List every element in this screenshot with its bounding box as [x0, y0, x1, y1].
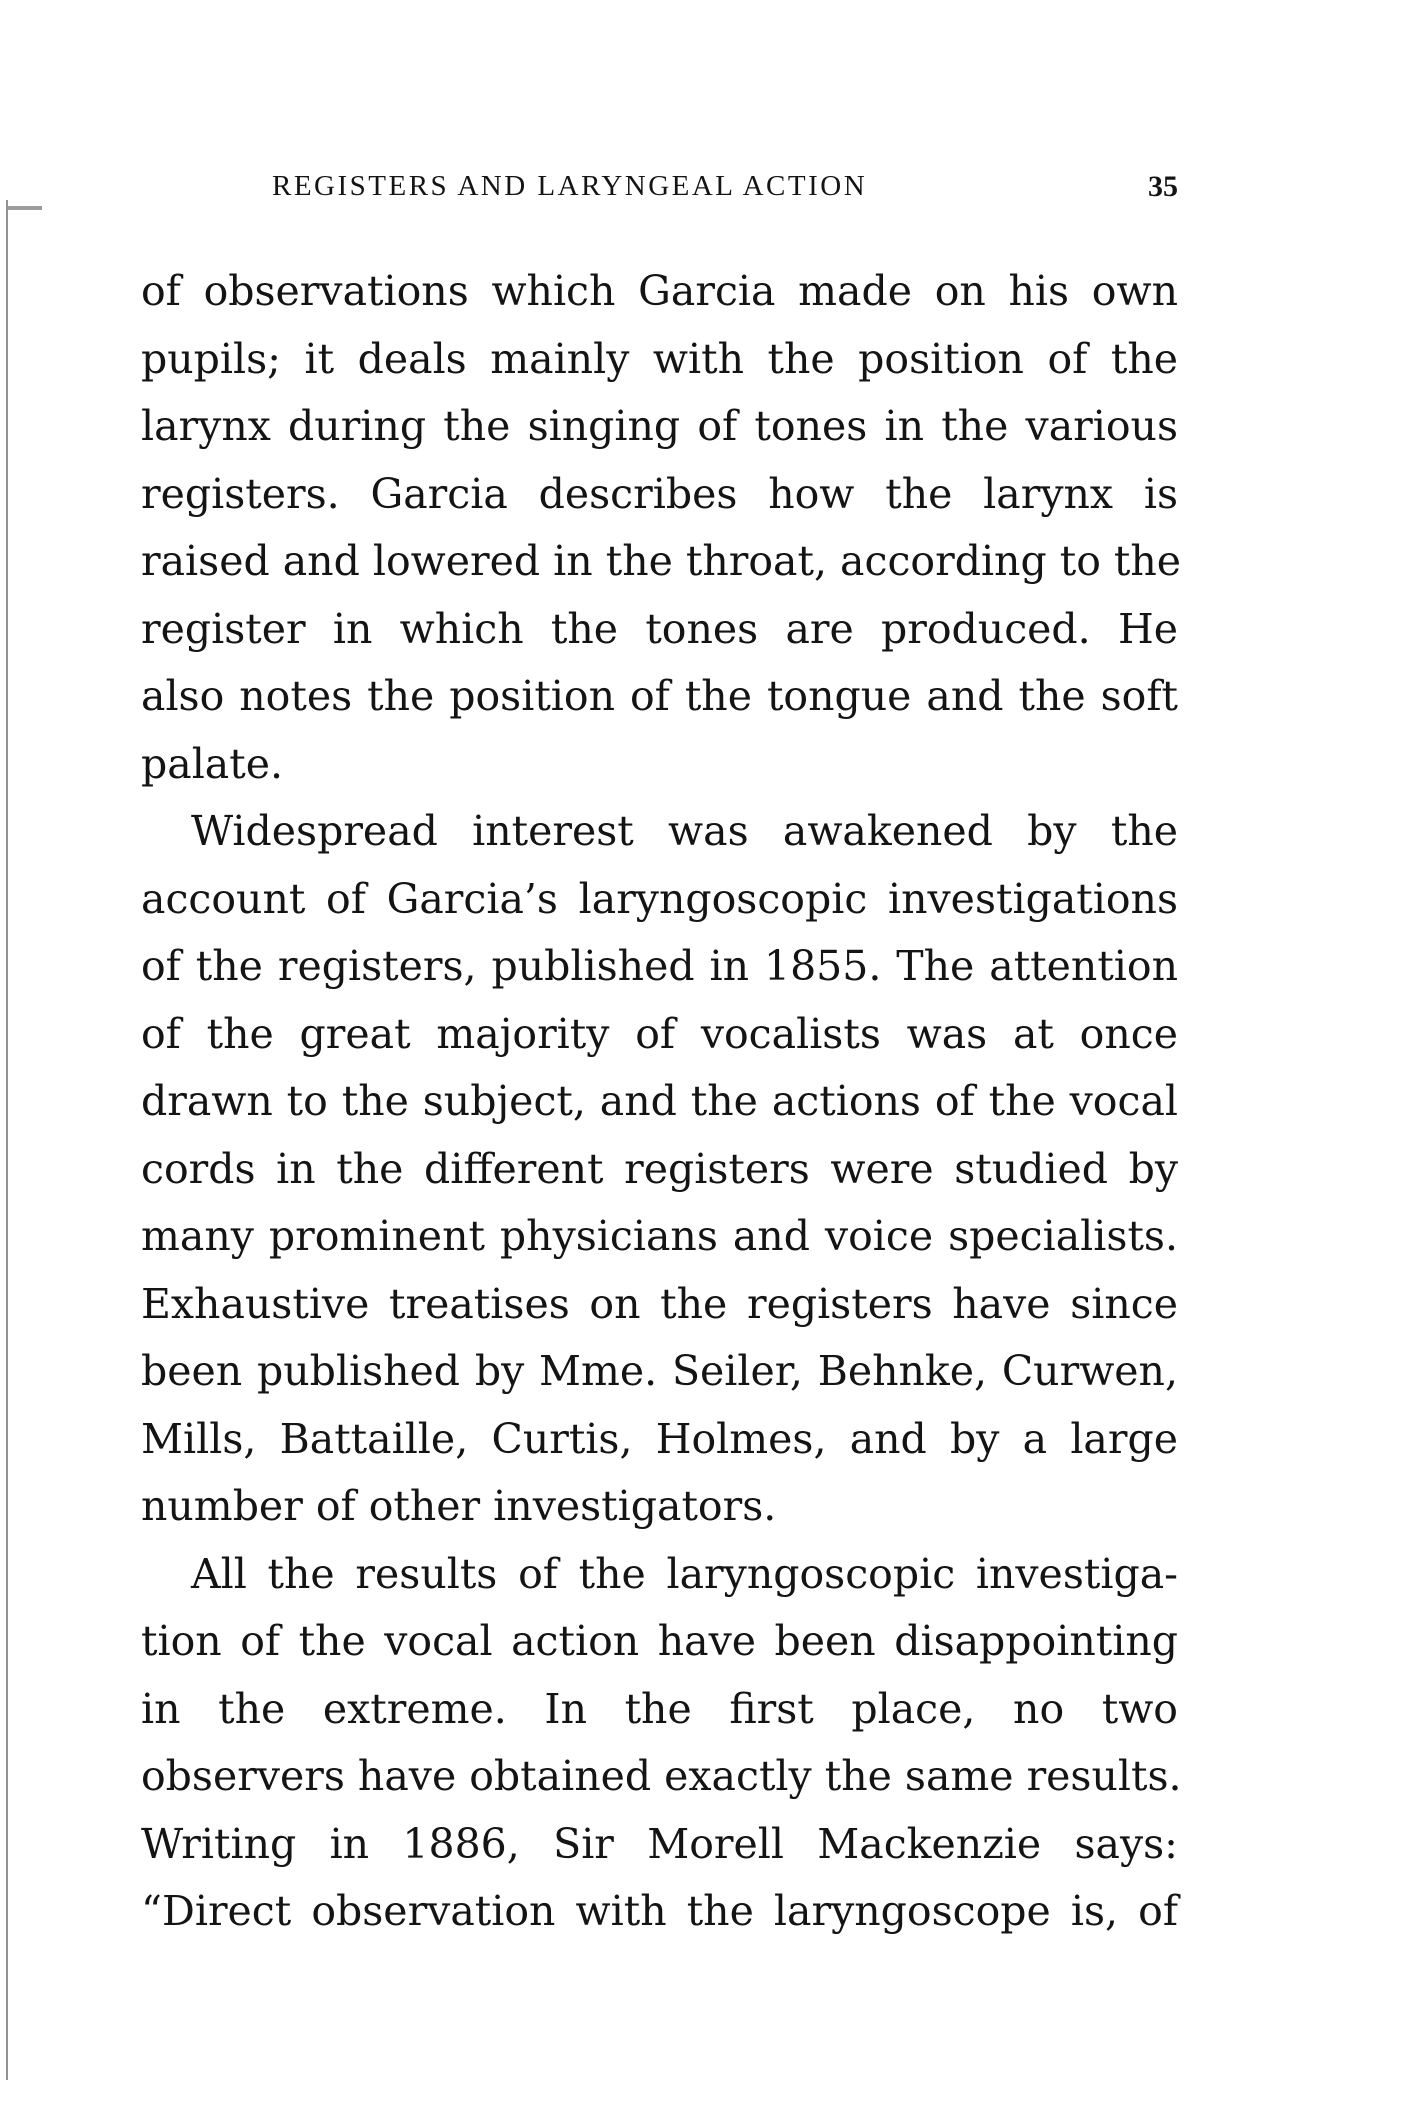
text-line: cords in the different registers were studied by — [141, 1144, 1178, 1193]
text-line: of observations which Garcia made on his own — [141, 267, 1178, 315]
text-line: many prominent physicians and voice specialists. — [141, 1212, 1178, 1260]
binding-gutter-edge — [6, 200, 18, 2080]
text-line: pupils; it deals mainly with the position of the — [141, 334, 1178, 383]
text-line: Writing in 1886, Sir Morell Mackenzie says: — [141, 1819, 1178, 1868]
text-line: Exhaustive treatises on the registers have since — [141, 1279, 1178, 1328]
text-line: “Direct observation with the laryngoscope is, of — [141, 1887, 1178, 1935]
text-line: Widespread interest was awakened by the — [191, 807, 1178, 855]
paragraph-1 — [141, 258, 1182, 798]
text-line: number of other investigators. — [141, 1482, 777, 1530]
paragraph-2 — [141, 798, 1178, 1541]
text-line: tion of the vocal action have been disappointing — [141, 1617, 1178, 1665]
text-line: drawn to the subject, and the actions of the vocal — [141, 1077, 1178, 1125]
text-line: register in which the tones are produced. He — [141, 604, 1178, 653]
text-line: observers have obtained exactly the same results. — [141, 1752, 1182, 1800]
text-line: registers. Garcia describes how the larynx is — [141, 469, 1178, 518]
paragraph-3 — [141, 1541, 1182, 1946]
running-head: REGISTERS AND LARYNGEAL ACTION — [272, 170, 868, 202]
text-line: also notes the position of the tongue and the soft — [141, 672, 1178, 720]
text-line: All the results of the laryngoscopic investiga- — [191, 1549, 1178, 1598]
scan-edge-mark — [8, 206, 42, 210]
page-number: 35 — [1148, 170, 1178, 203]
text-line: Mills, Battaille, Curtis, Holmes, and by a large — [141, 1414, 1178, 1463]
text-line: raised and lowered in the throat, according to the — [141, 537, 1182, 585]
text-line: larynx during the singing of tones in the various — [141, 402, 1178, 450]
text-line: been published by Mme. Seiler, Behnke, Curwen, — [141, 1347, 1178, 1395]
body-text — [141, 258, 1182, 1946]
text-line: of the registers, published in 1855. The attention — [141, 942, 1178, 990]
text-line: account of Garcia’s laryngoscopic investigations — [141, 874, 1178, 923]
text-line: palate. — [141, 739, 284, 788]
page-header — [272, 170, 1178, 220]
text-line: of the great majority of vocalists was at once — [141, 1009, 1178, 1058]
text-line: in the extreme. In the first place, no two — [141, 1684, 1178, 1733]
